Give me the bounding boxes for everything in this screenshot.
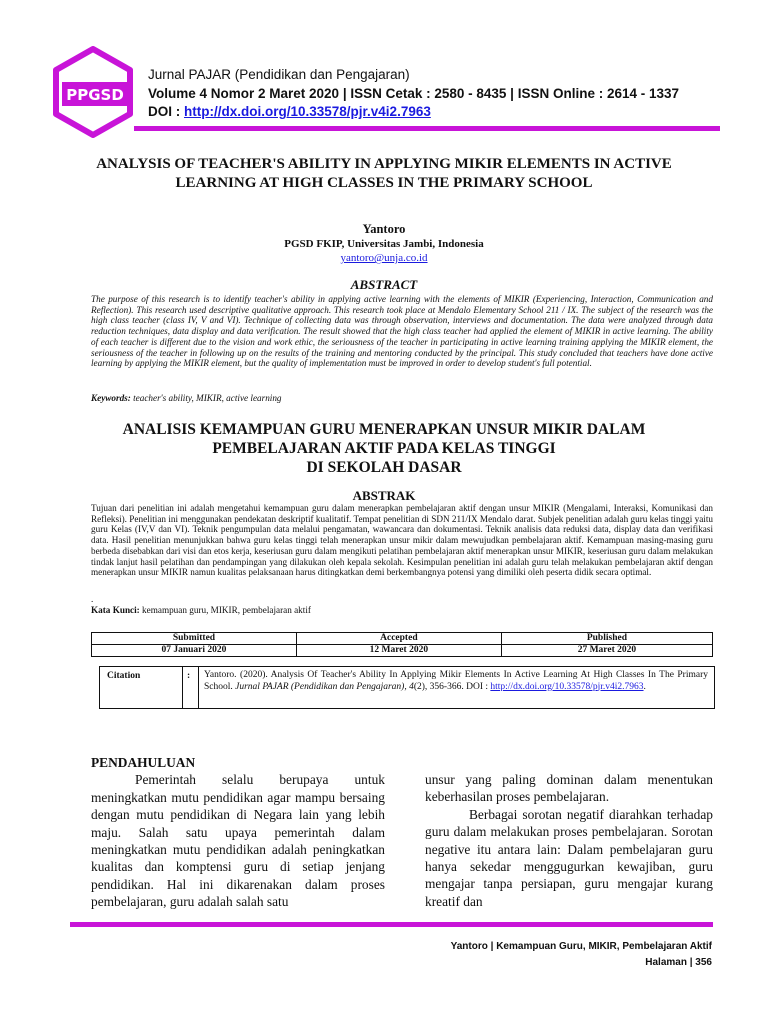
journal-name: Jurnal PAJAR (Pendidikan dan Pengajaran) bbox=[148, 67, 410, 82]
abstrak-dot: . bbox=[91, 594, 94, 604]
title-id-line2: PEMBELAJARAN AKTIF PADA KELAS TINGGI bbox=[212, 440, 556, 457]
title-en-line1: ANALYSIS OF TEACHER'S ABILITY IN APPLYING MIKIR ELEMENTS IN ACTIVE bbox=[96, 156, 672, 172]
citation-label: Citation bbox=[107, 671, 141, 681]
section-heading: PENDAHULUAN bbox=[91, 755, 196, 770]
accepted-date: 12 Maret 2020 bbox=[296, 645, 501, 657]
author-affiliation: PGSD FKIP, Universitas Jambi, Indonesia bbox=[284, 238, 484, 250]
author-block bbox=[70, 221, 698, 265]
left-column bbox=[91, 754, 385, 911]
kata-kunci-label: Kata Kunci: bbox=[91, 605, 140, 615]
published-header: Published bbox=[501, 633, 712, 645]
doi-line bbox=[148, 104, 431, 120]
citation-doi-link[interactable]: http://dx.doi.org/10.33578/pjr.v4i2.7963 bbox=[490, 681, 644, 692]
abstrak-text: Tujuan dari penelitian ini adalah mengetahui kemampuan guru dalam menerapkan pembelajaran aktif dengan unsur MIKIR (Mengalami, Interaksi, Komunikasi dan Refleksi). Penelitian ini menggunakan pendekatan deskriptif kualitatif. Tempat penelitian di SDN 211/IX Mendalo darat. Subjek penelitian adalah guru kelas tinggi yaitu guru Kelas (IV,V dan VI). Teknik pengumpulan data melalui pengamatan, wawancara dan dokumentasi. Teknik analisis data reduksi data, display data dan verifikasi data. Hasil penelitian menunjukkan bahwa guru kelas tinggi telah menerapkan unsur mikir dalam mewujudkan pembelajaran aktif. Kemampuan masing-masing guru berbeda disebabkan dari visi dan etos kerja, keseriusan guru dalam mengikuti pelatihan pembelajaran aktif menerapkan unsur MIKIR, keseriusan guru dalam melakukan tindak lanjut hasil pelatihan dan pendampingan yang dilakukan oleh kepala sekolah. Kesimpulan penelitian ini adalah guru telah melakukan pembelajaran aktif dengan menerapkan unsur MIKIR namun kualitas pelaksanaan harus ditingkatkan demi berkembangnya potensi yang dimiliki oleh peserta didik secara optimal. bbox=[91, 503, 713, 578]
doi-label: DOI : bbox=[148, 104, 184, 119]
paper-title-id bbox=[70, 420, 698, 477]
citation-issue: (2), 356-366. DOI : bbox=[413, 681, 488, 692]
logo-text: PPGSD bbox=[66, 86, 124, 104]
dates-header-row bbox=[92, 633, 713, 645]
title-en-line2: LEARNING AT HIGH CLASSES IN THE PRIMARY SCHOOL bbox=[175, 175, 593, 191]
doi-link[interactable]: http://dx.doi.org/10.33578/pjr.v4i2.7963 bbox=[184, 104, 431, 119]
header-divider bbox=[134, 126, 720, 131]
citation-journal: Jurnal PAJAR (Pendidikan dan Pengajaran), 4 bbox=[235, 681, 414, 692]
author-email[interactable]: yantoro@unja.co.id bbox=[340, 252, 428, 264]
citation-plain: Yantoro. (2020). Analysis Of Teacher's Ability In Applying Mikir Elements In Active Learning At High Classes In The Primary School. bbox=[204, 670, 708, 692]
abstract-text: The purpose of this research is to identify teacher's ability in applying active learning with the elements of MIKIR (Experiencing, Interaction, Communication and Reflection). This research used descriptive qualitative approach. This research took place at Mendalo Elementary School 211 / IX. The subject of the research was the high class teacher (class IV, V and VI). Technique of collecting data was through observation, interviews and documentation. The data were analyzed through data reduction techniques, data display and data verification. The result showed that the high class teacher had applied the element of MIKIR in active learning. The ability of each teacher is different due to the vision and work ethic, the seriousness of the teacher in participating in active learning training applying the MIKIR element, the seriousness of the teacher in following up on the results of the training and mentoring conducted by the principal. This study concluded that teachers have done active learning by applying the MIKIR element, but the quality of implementation must be improved in order to develop student's full potential. bbox=[91, 294, 713, 369]
citation-box bbox=[99, 666, 715, 709]
kata-kunci-line bbox=[91, 605, 713, 616]
running-title: Yantoro | Kemampuan Guru, MIKIR, Pembelajaran Aktif bbox=[450, 941, 712, 952]
page-number: Halaman | 356 bbox=[645, 957, 712, 968]
accepted-header: Accepted bbox=[296, 633, 501, 645]
kata-kunci-values: kemampuan guru, MIKIR, pembelajaran aktif bbox=[142, 605, 311, 615]
keywords-values: teacher's ability, MIKIR, active learning bbox=[133, 393, 282, 403]
right-paragraph-2: Berbagai sorotan negatif diarahkan terhadap guru dalam melakukan proses pembelajaran. Sorotan negative itu antara lain: Dalam pembelajaran guru hanya sekedar menggugurkan kewajiban, guru mengajar tanpa persiapan, guru mengajar kurang kreatif dan bbox=[425, 806, 713, 909]
abstract-heading: ABSTRACT bbox=[350, 277, 418, 292]
citation-divider-right bbox=[198, 666, 199, 709]
footer-divider bbox=[70, 922, 713, 927]
published-date: 27 Maret 2020 bbox=[501, 645, 712, 657]
citation-divider-left bbox=[182, 666, 183, 709]
citation-end: . bbox=[643, 681, 646, 692]
right-paragraph-1: unsur yang paling dominan dalam menentukan keberhasilan proses pembelajaran. bbox=[425, 772, 713, 805]
dates-table bbox=[91, 632, 713, 657]
author-name: Yantoro bbox=[362, 222, 406, 236]
citation-text bbox=[204, 670, 708, 693]
keywords-label: Keywords: bbox=[91, 393, 131, 403]
left-paragraph: Pemerintah selalu berupaya untuk meningkatkan mutu pendidikan agar mampu bersaing dengan mutu pendidikan di Negara lain yang lebih maju. Salah satu upaya pemerintah dalam meningkatkan mutu pendidikan adalah peningkatkan kualitas dan komptensi guru di setiap jenjang pendidikan. Hal ini dikarenakan dalam proses pembelajaran, guru adalah salah satu bbox=[91, 772, 385, 910]
citation-colon: : bbox=[187, 671, 191, 681]
keywords-line bbox=[91, 393, 713, 404]
abstrak-heading: ABSTRAK bbox=[352, 488, 416, 503]
right-column bbox=[425, 771, 713, 910]
title-id-line1: ANALISIS KEMAMPUAN GURU MENERAPKAN UNSUR MIKIR DALAM bbox=[122, 421, 646, 438]
submitted-date: 07 Januari 2020 bbox=[92, 645, 297, 657]
dates-value-row bbox=[92, 645, 713, 657]
submitted-header: Submitted bbox=[92, 633, 297, 645]
title-id-line3: DI SEKOLAH DASAR bbox=[306, 459, 462, 476]
volume-issn-line: Volume 4 Nomor 2 Maret 2020 | ISSN Cetak : 2580 - 8435 | ISSN Online : 2614 - 1337 bbox=[148, 86, 680, 101]
journal-logo bbox=[52, 46, 134, 138]
paper-title-en bbox=[70, 155, 698, 193]
